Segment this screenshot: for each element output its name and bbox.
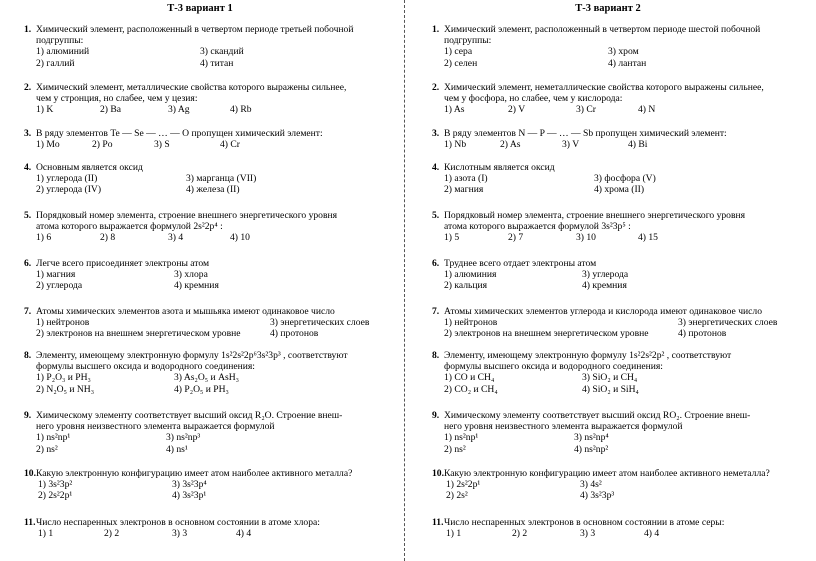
question xyxy=(24,210,394,244)
answer-option: 4) 15 xyxy=(638,232,658,244)
question-line-text: В ряду элементов N — P — … — Sb пропущен химический элемент: xyxy=(444,128,727,139)
question-line-text: Химический элемент, расположенный в четвертом периоде шестой побочной xyxy=(444,24,761,35)
answer-option: 3) As₂O₅ и AsH₃ xyxy=(174,372,240,384)
answer-option: 3) Cr xyxy=(576,104,596,116)
answer-option: 2) кальция xyxy=(444,280,488,292)
answer-option: 1) алюминий xyxy=(36,46,90,58)
question-line-text: В ряду элементов Te — Se — … — O пропущен химический элемент: xyxy=(36,128,323,139)
question xyxy=(432,350,802,395)
answer-option: 1) P₂O₃ и PH₃ xyxy=(36,372,91,384)
answer-option: 3) хром xyxy=(608,46,639,58)
variant-2-title: Т-3 вариант 2 xyxy=(575,3,641,14)
question-line-text: Химический элемент, расположенный в четвертом периоде третьей побочной xyxy=(36,24,354,35)
question-line-text: Элементу, имеющему электронную формулу 1s²2s²2p⁶3s²3p³ , соответствуют xyxy=(36,350,348,361)
question-number: 1. xyxy=(432,24,440,35)
answer-row xyxy=(432,184,802,195)
question-text xyxy=(24,258,394,269)
answer-option: 4) железа (II) xyxy=(186,184,240,196)
answer-option: 1) 3s²3p² xyxy=(38,479,73,491)
question-line-text: подгруппы: xyxy=(36,35,84,47)
question xyxy=(432,162,802,196)
answer-option: 3) Ag xyxy=(168,104,190,116)
question xyxy=(432,210,802,244)
answer-option: 4) ns²np² xyxy=(574,443,609,455)
answer-option: 4) кремния xyxy=(174,280,219,292)
answer-option: 1) Mo xyxy=(36,139,60,151)
answer-option: 1) сера xyxy=(444,46,473,58)
answer-option: 2) V xyxy=(508,104,526,116)
answer-row xyxy=(432,104,802,115)
answer-option: 2) CO₂ и CH₄ xyxy=(444,383,498,395)
answer-option: 3) 3 xyxy=(172,528,188,540)
question-text xyxy=(24,306,394,317)
answer-option: 1) азота (I) xyxy=(444,173,488,185)
answer-option: 2) селен xyxy=(444,57,478,69)
answer-row xyxy=(432,490,802,501)
question-number: 11. xyxy=(432,517,444,528)
answer-option: 1) нейтронов xyxy=(36,317,90,329)
answer-option: 3) 4 xyxy=(168,232,184,244)
answer-option: 3) ns²np⁴ xyxy=(574,432,609,444)
question-number: 7. xyxy=(24,306,32,317)
answer-option: 4) титан xyxy=(200,57,234,69)
answer-option: 1) ns²np¹ xyxy=(444,432,479,444)
answer-row xyxy=(24,104,394,115)
question-line-text: формулы высшего оксида и водородного соединения: xyxy=(36,361,255,373)
answer-option: 3) 10 xyxy=(576,232,596,244)
question-text xyxy=(432,410,802,421)
page-divider xyxy=(404,0,405,561)
answer-option: 4) протонов xyxy=(270,328,319,340)
answer-option: 3) энергетических слоев xyxy=(678,317,778,329)
question-line-text: Основным является оксид xyxy=(36,162,143,173)
question-number: 2. xyxy=(24,82,32,93)
answer-row xyxy=(24,317,394,328)
question-text xyxy=(24,162,394,173)
answer-row xyxy=(432,58,802,69)
question-line-text: Число неспаренных электронов в основном состоянии в атоме серы: xyxy=(444,517,725,528)
question-text xyxy=(24,24,394,35)
answer-option: 4) Cr xyxy=(220,139,240,151)
answer-option: 2) углерода (IV) xyxy=(36,184,102,196)
answer-option: 2) 2s² xyxy=(446,490,468,502)
question xyxy=(24,24,394,69)
answer-row xyxy=(432,173,802,184)
question-text xyxy=(24,350,394,361)
question-number: 1. xyxy=(24,24,32,35)
question-text-continued xyxy=(24,93,394,104)
question-text-continued xyxy=(24,421,394,432)
question-text xyxy=(432,350,802,361)
question-line-text: формулы высшего оксида и водородного соединения: xyxy=(444,361,663,373)
variant-2-column xyxy=(408,0,808,561)
question-number: 10. xyxy=(24,468,36,479)
question xyxy=(24,350,394,395)
question-text xyxy=(24,82,394,93)
answer-row xyxy=(24,490,394,501)
question-line-text: Атомы химических элементов углерода и кислорода имеют одинаковое число xyxy=(444,306,762,317)
answer-option: 2) As xyxy=(500,139,521,151)
answer-option: 3) 3 xyxy=(580,528,596,540)
question xyxy=(24,306,394,340)
answer-option: 3) S xyxy=(154,139,170,151)
question-text xyxy=(24,468,394,479)
answer-option: 4) 3s²3p¹ xyxy=(172,490,207,502)
question-line-text: Элементу, имеющему электронную формулу 1s²2s²2p² , соответствуют xyxy=(444,350,732,361)
answer-option: 3) энергетических слоев xyxy=(270,317,370,329)
answer-row xyxy=(432,46,802,57)
question-number: 10. xyxy=(432,468,444,479)
answer-option: 2) 2 xyxy=(512,528,528,540)
answer-option: 2) магния xyxy=(444,184,484,196)
question xyxy=(432,468,802,502)
answer-option: 3) SiO₂ и CH₄ xyxy=(582,372,638,384)
answer-option: 4) 4 xyxy=(644,528,660,540)
answer-option: 3) V xyxy=(562,139,580,151)
answer-option: 4) Rb xyxy=(230,104,252,116)
answer-option: 1) 6 xyxy=(36,232,52,244)
question xyxy=(432,258,802,292)
question-text xyxy=(432,468,802,479)
answer-option: 3) марганца (VII) xyxy=(186,173,257,185)
question xyxy=(432,410,802,455)
question-number: 3. xyxy=(432,128,440,139)
answer-option: 3) углерода xyxy=(582,269,629,281)
question xyxy=(432,306,802,340)
answer-option: 1) 1 xyxy=(446,528,462,540)
answer-option: 4) лантан xyxy=(608,57,647,69)
answer-row xyxy=(24,269,394,280)
question-line-text: Кислотным является оксид xyxy=(444,162,555,173)
answer-row xyxy=(432,317,802,328)
answer-row xyxy=(432,139,802,150)
question-text xyxy=(432,258,802,269)
question-line-text: чем у стронция, но слабее, чем у цезия: xyxy=(36,93,198,105)
answer-row xyxy=(432,328,802,339)
question-number: 3. xyxy=(24,128,32,139)
question-line-text: Число неспаренных электронов в основном состоянии в атоме хлора: xyxy=(36,517,320,528)
question-text xyxy=(432,24,802,35)
answer-option: 4) хрома (II) xyxy=(594,184,645,196)
question-line-text: Какую электронную конфигурацию имеет атом наиболее активного неметалла? xyxy=(444,468,770,479)
answer-row xyxy=(24,58,394,69)
variant-1-column xyxy=(0,0,400,561)
question-text xyxy=(24,128,394,139)
question-text xyxy=(432,517,802,528)
answer-row xyxy=(24,444,394,455)
answer-row xyxy=(432,280,802,291)
question-number: 9. xyxy=(24,410,32,421)
question-number: 8. xyxy=(24,350,32,361)
question-line-text: атома которого выражается формулой 3s²3p⁵ : xyxy=(444,221,631,233)
question-number: 6. xyxy=(24,258,32,269)
question-line-text: чем у фосфора, но слабее, чем у кислорода: xyxy=(444,93,623,105)
answer-option: 1) 2s²2p¹ xyxy=(446,479,481,491)
question-number: 4. xyxy=(24,162,32,173)
answer-option: 1) ns²np¹ xyxy=(36,432,71,444)
answer-row xyxy=(24,528,394,539)
question-number: 6. xyxy=(432,258,440,269)
question-text-continued xyxy=(432,361,802,372)
question-number: 5. xyxy=(432,210,440,221)
question-text xyxy=(24,410,394,421)
question-line-text: Порядковый номер элемента, строение внешнего энергетического уровня xyxy=(36,210,338,221)
question-line-text: Химическому элементу соответствует высший оксид R₂O. Строение внеш- xyxy=(36,410,343,421)
question-text-continued xyxy=(24,221,394,232)
answer-row xyxy=(432,528,802,539)
question xyxy=(24,258,394,292)
answer-option: 1) 5 xyxy=(444,232,460,244)
answer-option: 1) 1 xyxy=(38,528,54,540)
question-number: 4. xyxy=(432,162,440,173)
answer-option: 4) Bi xyxy=(628,139,648,151)
answer-option: 2) 8 xyxy=(100,232,116,244)
question-text-continued xyxy=(432,421,802,432)
question-text-continued xyxy=(24,361,394,372)
answer-option: 4) 3s²3p³ xyxy=(580,490,615,502)
answer-option: 2) N₂O₅ и NH₃ xyxy=(36,383,95,395)
answer-row xyxy=(432,479,802,490)
question-number: 8. xyxy=(432,350,440,361)
answer-option: 1) углерода (II) xyxy=(36,173,98,185)
question-text-continued xyxy=(432,93,802,104)
answer-row xyxy=(432,384,802,395)
answer-option: 2) 2s²2p¹ xyxy=(38,490,73,502)
answer-option: 2) 7 xyxy=(508,232,524,244)
answer-option: 4) 10 xyxy=(230,232,250,244)
question-line-text: Труднее всего отдает электроны атом xyxy=(444,258,597,269)
answer-option: 2) углерода xyxy=(36,280,83,292)
answer-row xyxy=(24,173,394,184)
question xyxy=(432,24,802,69)
answer-row xyxy=(432,372,802,383)
question-line-text: Химическому элементу соответствует высший оксид RO₂. Строение внеш- xyxy=(444,410,751,421)
question-line-text: Атомы химических элементов азота и мышьяка имеют одинаковое число xyxy=(36,306,335,317)
question-text xyxy=(432,82,802,93)
question-number: 7. xyxy=(432,306,440,317)
question-line-text: Химический элемент, металлические свойства которого выражены сильнее, xyxy=(36,82,347,93)
answer-option: 2) галлий xyxy=(36,57,75,69)
question-line-text: Какую электронную конфигурацию имеет атом наиболее активного металла? xyxy=(36,468,353,479)
answer-row xyxy=(432,232,802,243)
answer-row xyxy=(24,280,394,291)
question-text-continued xyxy=(24,35,394,46)
question-text xyxy=(432,128,802,139)
question-number: 5. xyxy=(24,210,32,221)
answer-option: 1) CO и CH₄ xyxy=(444,372,495,384)
question xyxy=(432,517,802,539)
question-text-continued xyxy=(432,35,802,46)
question-text xyxy=(432,162,802,173)
answer-row xyxy=(24,232,394,243)
answer-row xyxy=(24,432,394,443)
answer-row xyxy=(24,139,394,150)
answer-option: 2) ns² xyxy=(444,443,466,455)
answer-option: 3) скандий xyxy=(200,46,244,58)
answer-option: 2) электронов на внешнем энергетическом уровне xyxy=(36,328,241,340)
answer-row xyxy=(24,46,394,57)
question-line-text: Химический элемент, неметаллические свойства которого выражены сильнее, xyxy=(444,82,764,93)
question-line-text: атома которого выражается формулой 2s²2p⁴ : xyxy=(36,221,223,233)
question-text-continued xyxy=(432,221,802,232)
answer-option: 4) N xyxy=(638,104,656,116)
question xyxy=(24,468,394,502)
answer-row xyxy=(24,384,394,395)
answer-option: 2) электронов на внешнем энергетическом уровне xyxy=(444,328,649,340)
question-line-text: Порядковый номер элемента, строение внешнего энергетического уровня xyxy=(444,210,746,221)
question-line-text: Легче всего присоединяет электроны атом xyxy=(36,258,210,269)
answer-option: 3) 4s² xyxy=(580,479,602,491)
question-line-text: подгруппы: xyxy=(444,35,492,47)
answer-row xyxy=(24,479,394,490)
question-number: 11. xyxy=(24,517,36,528)
answer-option: 4) кремния xyxy=(582,280,627,292)
answer-option: 1) As xyxy=(444,104,465,116)
question xyxy=(24,410,394,455)
answer-option: 1) K xyxy=(36,104,54,116)
question xyxy=(24,517,394,539)
answer-row xyxy=(24,372,394,383)
answer-option: 1) алюминия xyxy=(444,269,497,281)
question-number: 2. xyxy=(432,82,440,93)
answer-option: 3) ns²np³ xyxy=(166,432,201,444)
answer-option: 2) 2 xyxy=(104,528,120,540)
question xyxy=(24,82,394,116)
question-line-text: него уровня неизвестного элемента выражается формулой xyxy=(36,421,275,433)
answer-option: 1) нейтронов xyxy=(444,317,498,329)
answer-option: 2) ns² xyxy=(36,443,58,455)
question-text xyxy=(432,306,802,317)
question-line-text: него уровня неизвестного элемента выражается формулой xyxy=(444,421,683,433)
question-text xyxy=(24,210,394,221)
answer-option: 4) SiO₂ и SiH₄ xyxy=(582,383,639,395)
answer-row xyxy=(432,432,802,443)
answer-row xyxy=(24,328,394,339)
answer-option: 3) фосфора (V) xyxy=(594,173,656,185)
answer-option: 4) протонов xyxy=(678,328,727,340)
answer-option: 1) магния xyxy=(36,269,76,281)
answer-option: 3) 3s²3p⁴ xyxy=(172,479,207,491)
question-number: 9. xyxy=(432,410,440,421)
answer-option: 2) Ba xyxy=(100,104,122,116)
question xyxy=(24,128,394,150)
answer-option: 3) хлора xyxy=(174,269,208,281)
answer-row xyxy=(432,444,802,455)
answer-option: 4) P₂O₅ и PH₃ xyxy=(174,383,229,395)
answer-option: 2) Po xyxy=(92,139,113,151)
question-text xyxy=(432,210,802,221)
answer-row xyxy=(24,184,394,195)
question xyxy=(432,128,802,150)
question xyxy=(24,162,394,196)
question-text xyxy=(24,517,394,528)
variant-1-title: Т-3 вариант 1 xyxy=(167,3,233,14)
answer-row xyxy=(432,269,802,280)
answer-option: 4) ns¹ xyxy=(166,443,188,455)
question xyxy=(432,82,802,116)
answer-option: 1) Nb xyxy=(444,139,467,151)
answer-option: 4) 4 xyxy=(236,528,252,540)
